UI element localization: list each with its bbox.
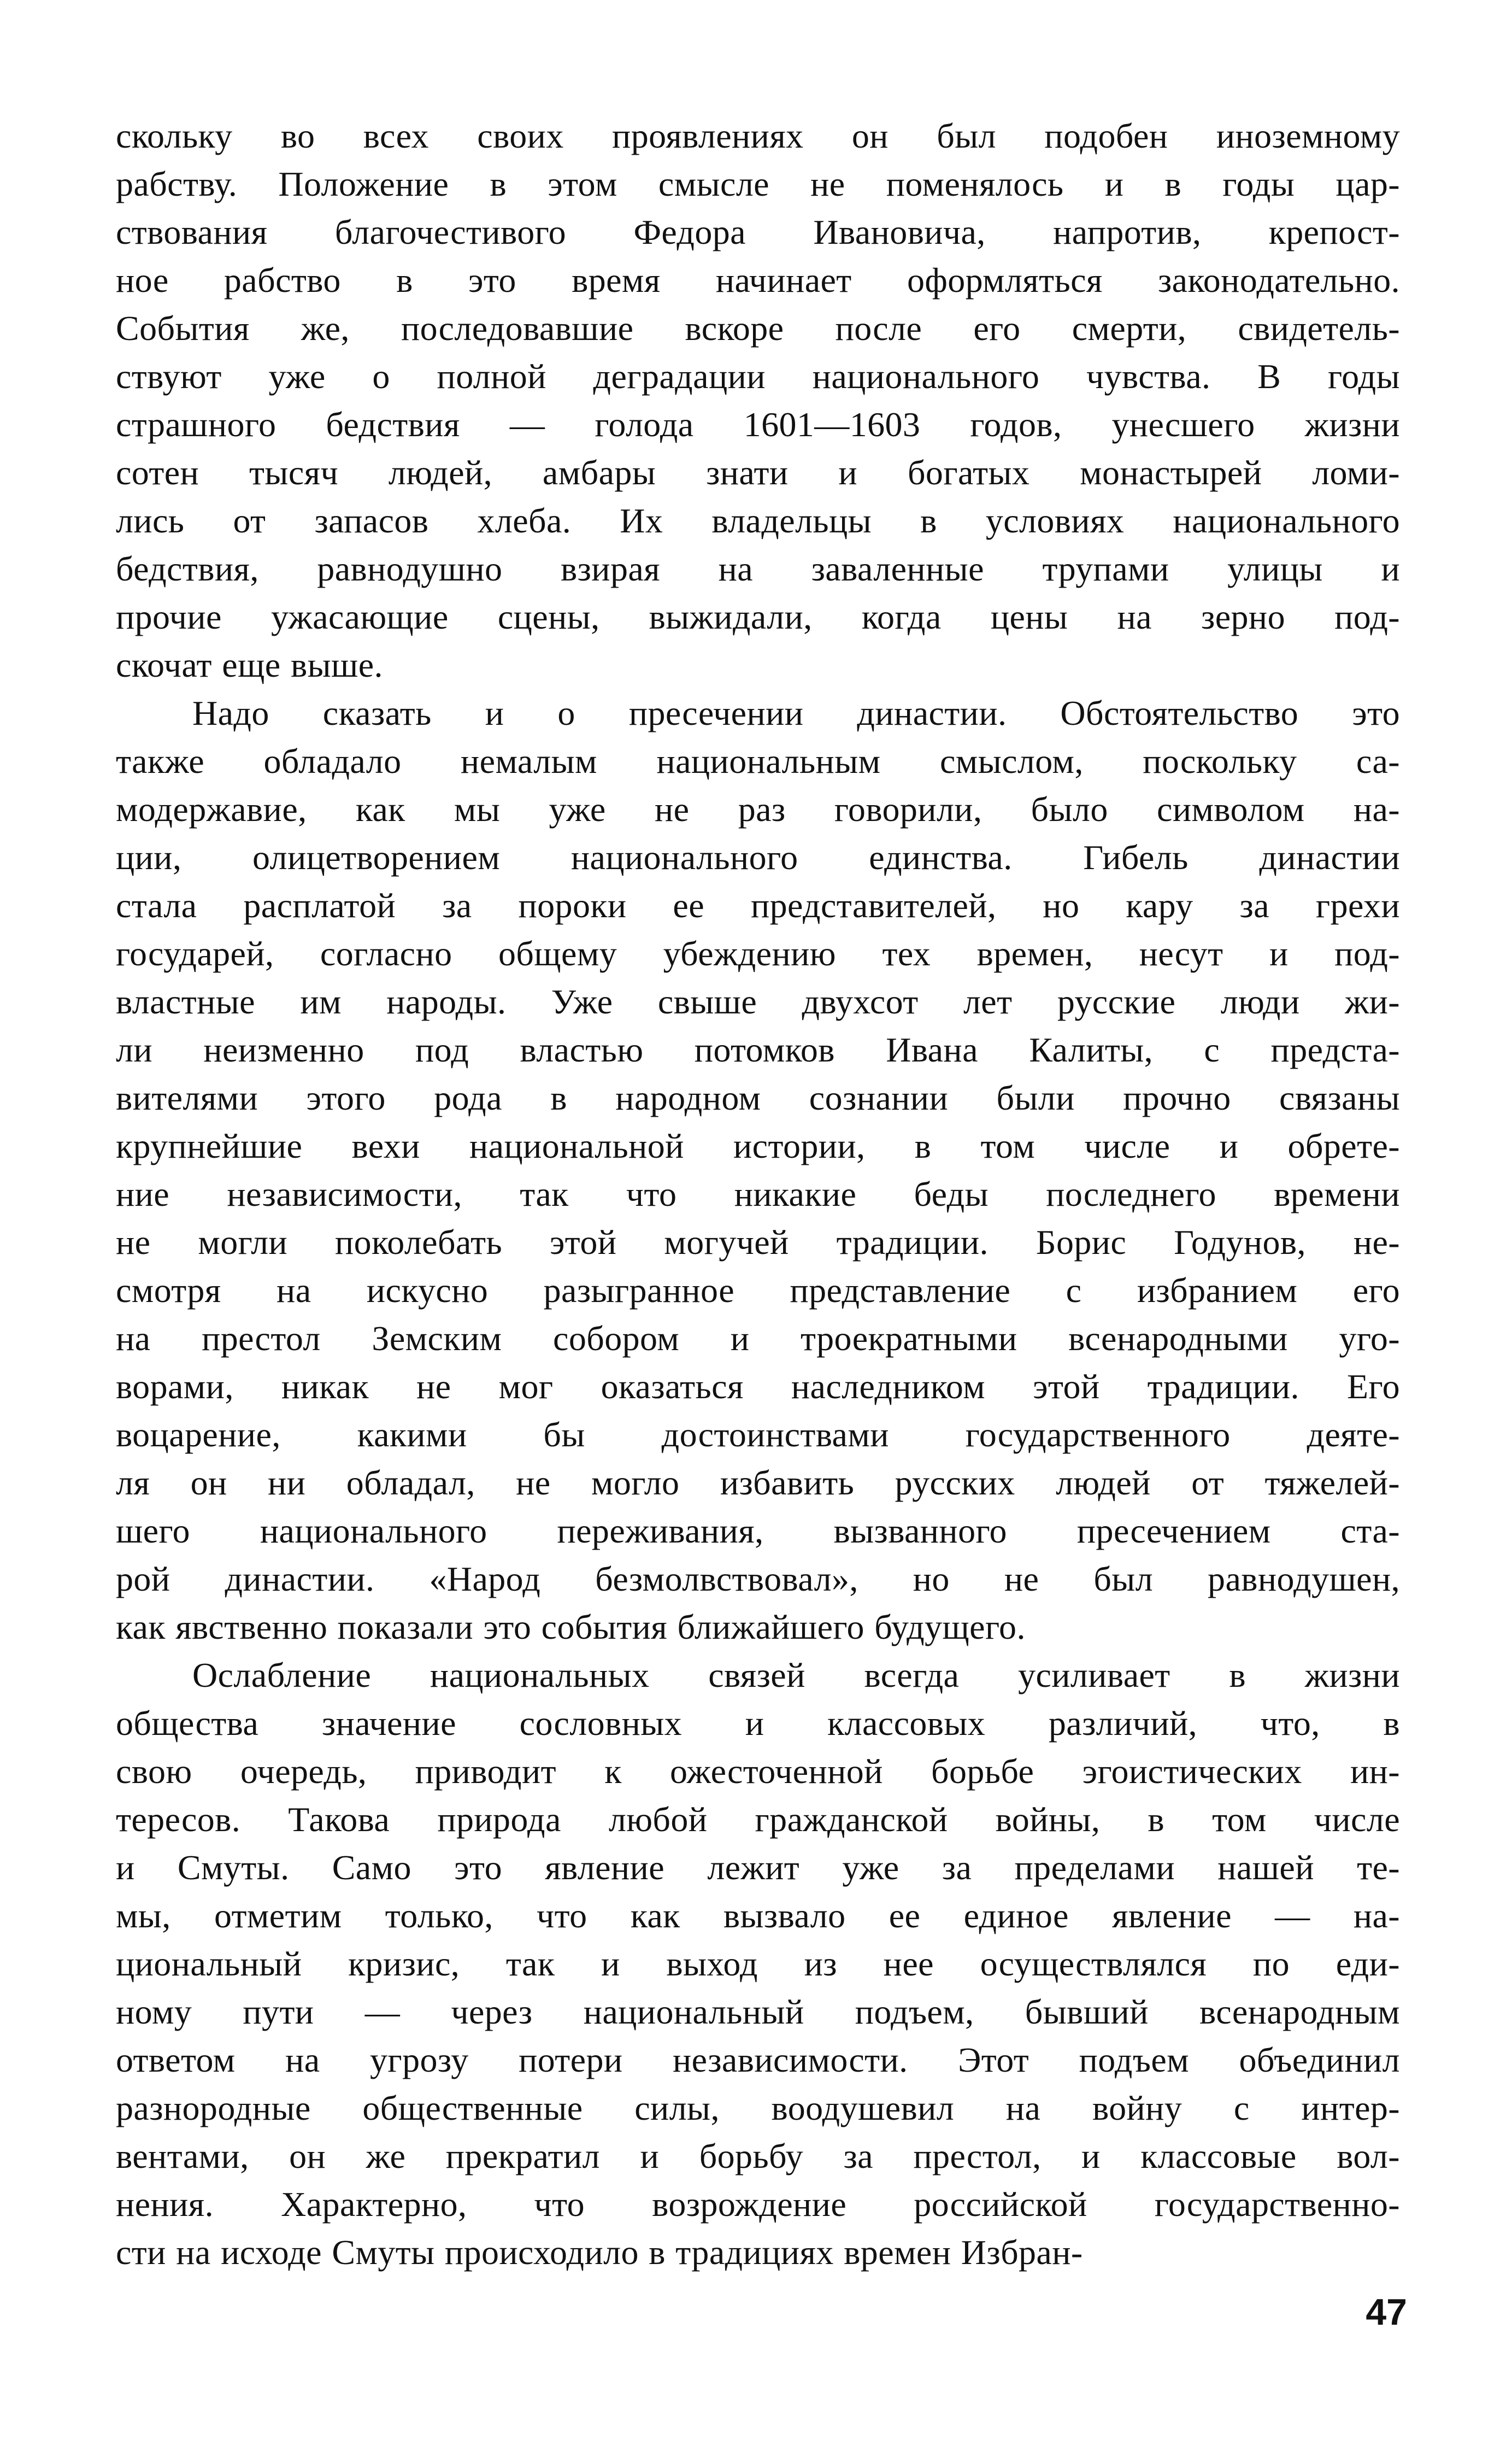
- paragraph-3: [116, 1651, 1400, 2277]
- text-line: не могли поколебать этой могучей традиции. Борис Годунов, не-: [116, 1223, 1400, 1262]
- text-line: на престол Земским собором и троекратными всенародными уго-: [116, 1319, 1400, 1358]
- text-line: лись от запасов хлеба. Их владельцы в условиях национального: [116, 501, 1400, 540]
- text-line: События же, последовавшие вскоре после его смерти, свидетель-: [116, 309, 1400, 348]
- text-line: скочат еще выше.: [116, 646, 383, 684]
- text-line: вентами, он же прекратил и борьбу за престол, и классовые вол-: [116, 2137, 1400, 2175]
- text-line: рой династии. «Народ безмолвствовал», но не был равнодушен,: [116, 1559, 1400, 1598]
- page-number: 47: [1366, 2291, 1407, 2333]
- text-line: ствуют уже о полной деградации национального чувства. В годы: [116, 357, 1400, 396]
- text-line: общества значение сословных и классовых различий, что, в: [116, 1704, 1400, 1743]
- text-line: мы, отметим только, что как вызвало ее единое явление — на-: [116, 1896, 1400, 1935]
- text-line: бедствия, равнодушно взирая на заваленные трупами улицы и: [116, 549, 1400, 588]
- text-line: властные им народы. Уже свыше двухсот лет русские люди жи-: [116, 982, 1400, 1021]
- text-line: скольку во всех своих проявлениях он был подобен иноземному: [116, 116, 1400, 155]
- text-line: Надо сказать и о пресечении династии. Обстоятельство это: [192, 694, 1400, 732]
- text-line: ворами, никак не мог оказаться наследником этой традиции. Его: [116, 1367, 1400, 1406]
- text-line: вителями этого рода в народном сознании были прочно связаны: [116, 1078, 1400, 1117]
- text-line: свою очередь, приводит к ожесточенной борьбе эгоистических ин-: [116, 1752, 1400, 1791]
- text-line: ля он ни обладал, не могло избавить русских людей от тяжелей-: [116, 1463, 1400, 1502]
- text-line: ное рабство в это время начинает оформляться законодательно.: [116, 261, 1400, 300]
- text-line: шего национального переживания, вызванного пресечением ста-: [116, 1511, 1400, 1550]
- text-line: ответом на угрозу потери независимости. Этот подъем объединил: [116, 2040, 1400, 2079]
- text-line: как явственно показали это события ближайшего будущего.: [116, 1608, 1026, 1646]
- text-line: ному пути — через национальный подъем, бывший всенародным: [116, 1992, 1400, 2031]
- text-line: разнородные общественные силы, воодушевил на войну с интер-: [116, 2089, 1400, 2127]
- paragraph-2: [116, 689, 1400, 1651]
- text-line: страшного бедствия — голода 1601—1603 годов, унесшего жизни: [116, 405, 1400, 444]
- text-line: ствования благочестивого Федора Ивановича, напротив, крепост-: [116, 213, 1400, 251]
- text-line: модержавие, как мы уже не раз говорили, было символом на-: [116, 790, 1400, 829]
- text-line: стала расплатой за пороки ее представителей, но кару за грехи: [116, 886, 1400, 925]
- text-line: нения. Характерно, что возрождение российской государственно-: [116, 2185, 1400, 2224]
- text-line: тересов. Такова природа любой гражданской войны, в том числе: [116, 1800, 1400, 1839]
- text-line: циональный кризис, так и выход из нее осуществлялся по еди-: [116, 1944, 1400, 1983]
- text-line: сти на исходе Смуты происходило в традициях времен Избран-: [116, 2233, 1083, 2272]
- text-line: ние независимости, так что никакие беды последнего времени: [116, 1175, 1400, 1213]
- paragraph-1: [116, 112, 1400, 689]
- text-line: ли неизменно под властью потомков Ивана Калиты, с предста-: [116, 1030, 1400, 1069]
- text-line: и Смуты. Само это явление лежит уже за пределами нашей те-: [116, 1848, 1400, 1887]
- text-line: сотен тысяч людей, амбары знати и богатых монастырей ломи-: [116, 453, 1400, 492]
- text-line: Ослабление национальных связей всегда усиливает в жизни: [192, 1656, 1400, 1694]
- text-line: прочие ужасающие сцены, выжидали, когда цены на зерно под-: [116, 597, 1400, 636]
- text-line: воцарение, какими бы достоинствами государственного деяте-: [116, 1415, 1400, 1454]
- text-line: государей, согласно общему убеждению тех времен, несут и под-: [116, 934, 1400, 973]
- text-line: ции, олицетворением национального единства. Гибель династии: [116, 838, 1400, 877]
- text-line: рабству. Положение в этом смысле не поменялось и в годы цар-: [116, 165, 1400, 203]
- text-line: смотря на искусно разыгранное представление с избранием его: [116, 1271, 1400, 1310]
- text-line: крупнейшие вехи национальной истории, в том числе и обрете-: [116, 1127, 1400, 1165]
- text-line: также обладало немалым национальным смыслом, поскольку са-: [116, 742, 1400, 781]
- body-text: [116, 112, 1400, 2277]
